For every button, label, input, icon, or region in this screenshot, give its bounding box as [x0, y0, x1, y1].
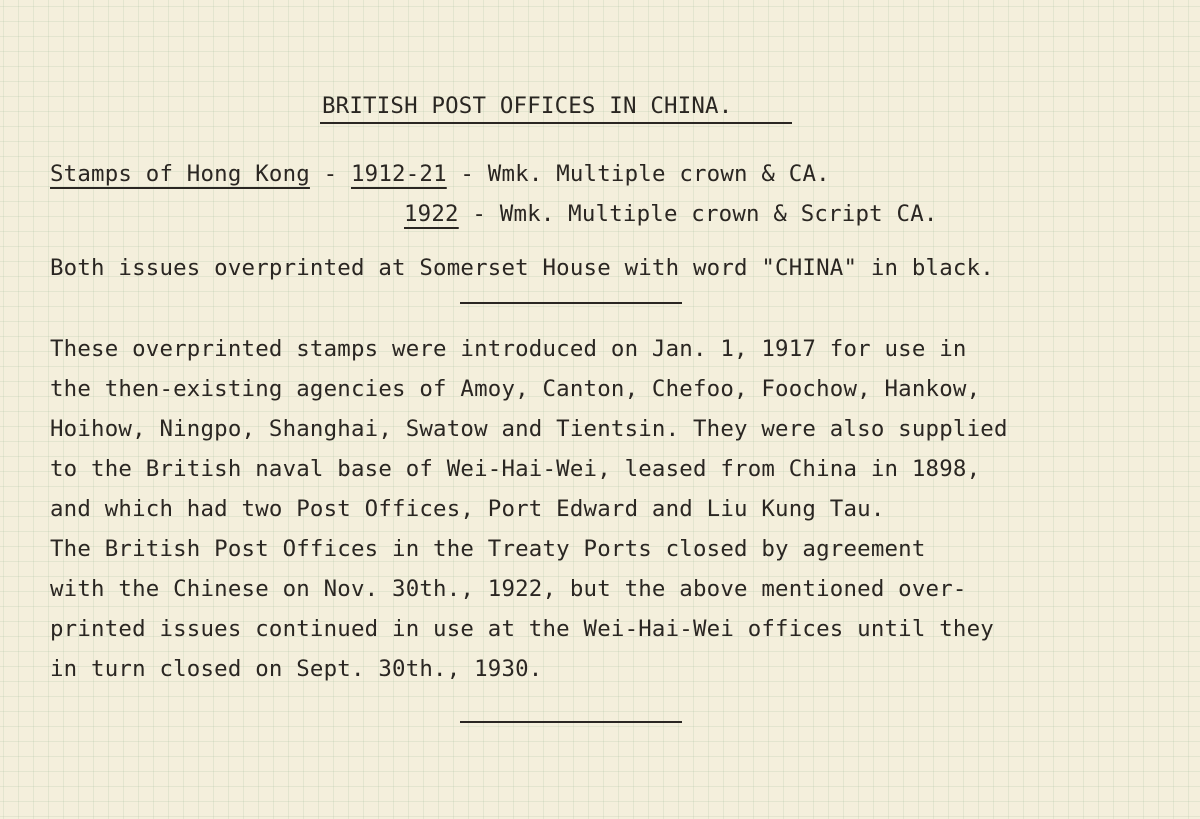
overprint-note: Both issues overprinted at Somerset House with word "CHINA" in black.: [50, 255, 994, 281]
issue-separator: -: [309, 161, 351, 187]
issue-subject: Stamps of Hong Kong: [50, 161, 310, 187]
issue-watermark-1: Wmk. Multiple crown & CA.: [487, 161, 830, 187]
body-line: in turn closed on Sept. 30th., 1930.: [50, 656, 543, 682]
body-line: The British Post Offices in the Treaty Ports closed by agreement: [50, 536, 926, 562]
section-divider: [460, 721, 682, 723]
body-line: with the Chinese on Nov. 30th., 1922, but the above mentioned over-: [50, 576, 967, 602]
issue-separator: -: [446, 161, 488, 187]
issue-separator: -: [458, 201, 500, 227]
issue-line-2: [404, 200, 938, 228]
body-line: to the British naval base of Wei-Hai-Wei, leased from China in 1898,: [50, 456, 981, 482]
issue-years-1912-21: 1912-21: [350, 161, 447, 187]
issue-line-1: [50, 160, 830, 188]
body-line: These overprinted stamps were introduced on Jan. 1, 1917 for use in: [50, 336, 967, 362]
body-line: the then-existing agencies of Amoy, Canton, Chefoo, Foochow, Hankow,: [50, 376, 981, 402]
body-line: and which had two Post Offices, Port Edward and Liu Kung Tau.: [50, 496, 885, 522]
issue-watermark-2: Wmk. Multiple crown & Script CA.: [499, 201, 938, 227]
page-title: BRITISH POST OFFICES IN CHINA.: [322, 93, 733, 119]
issue-years-1922: 1922: [404, 201, 459, 227]
title-underline: [320, 122, 792, 124]
body-line: Hoihow, Ningpo, Shanghai, Swatow and Tientsin. They were also supplied: [50, 416, 1008, 442]
section-divider: [460, 302, 682, 304]
body-line: printed issues continued in use at the Wei-Hai-Wei offices until they: [50, 616, 994, 642]
